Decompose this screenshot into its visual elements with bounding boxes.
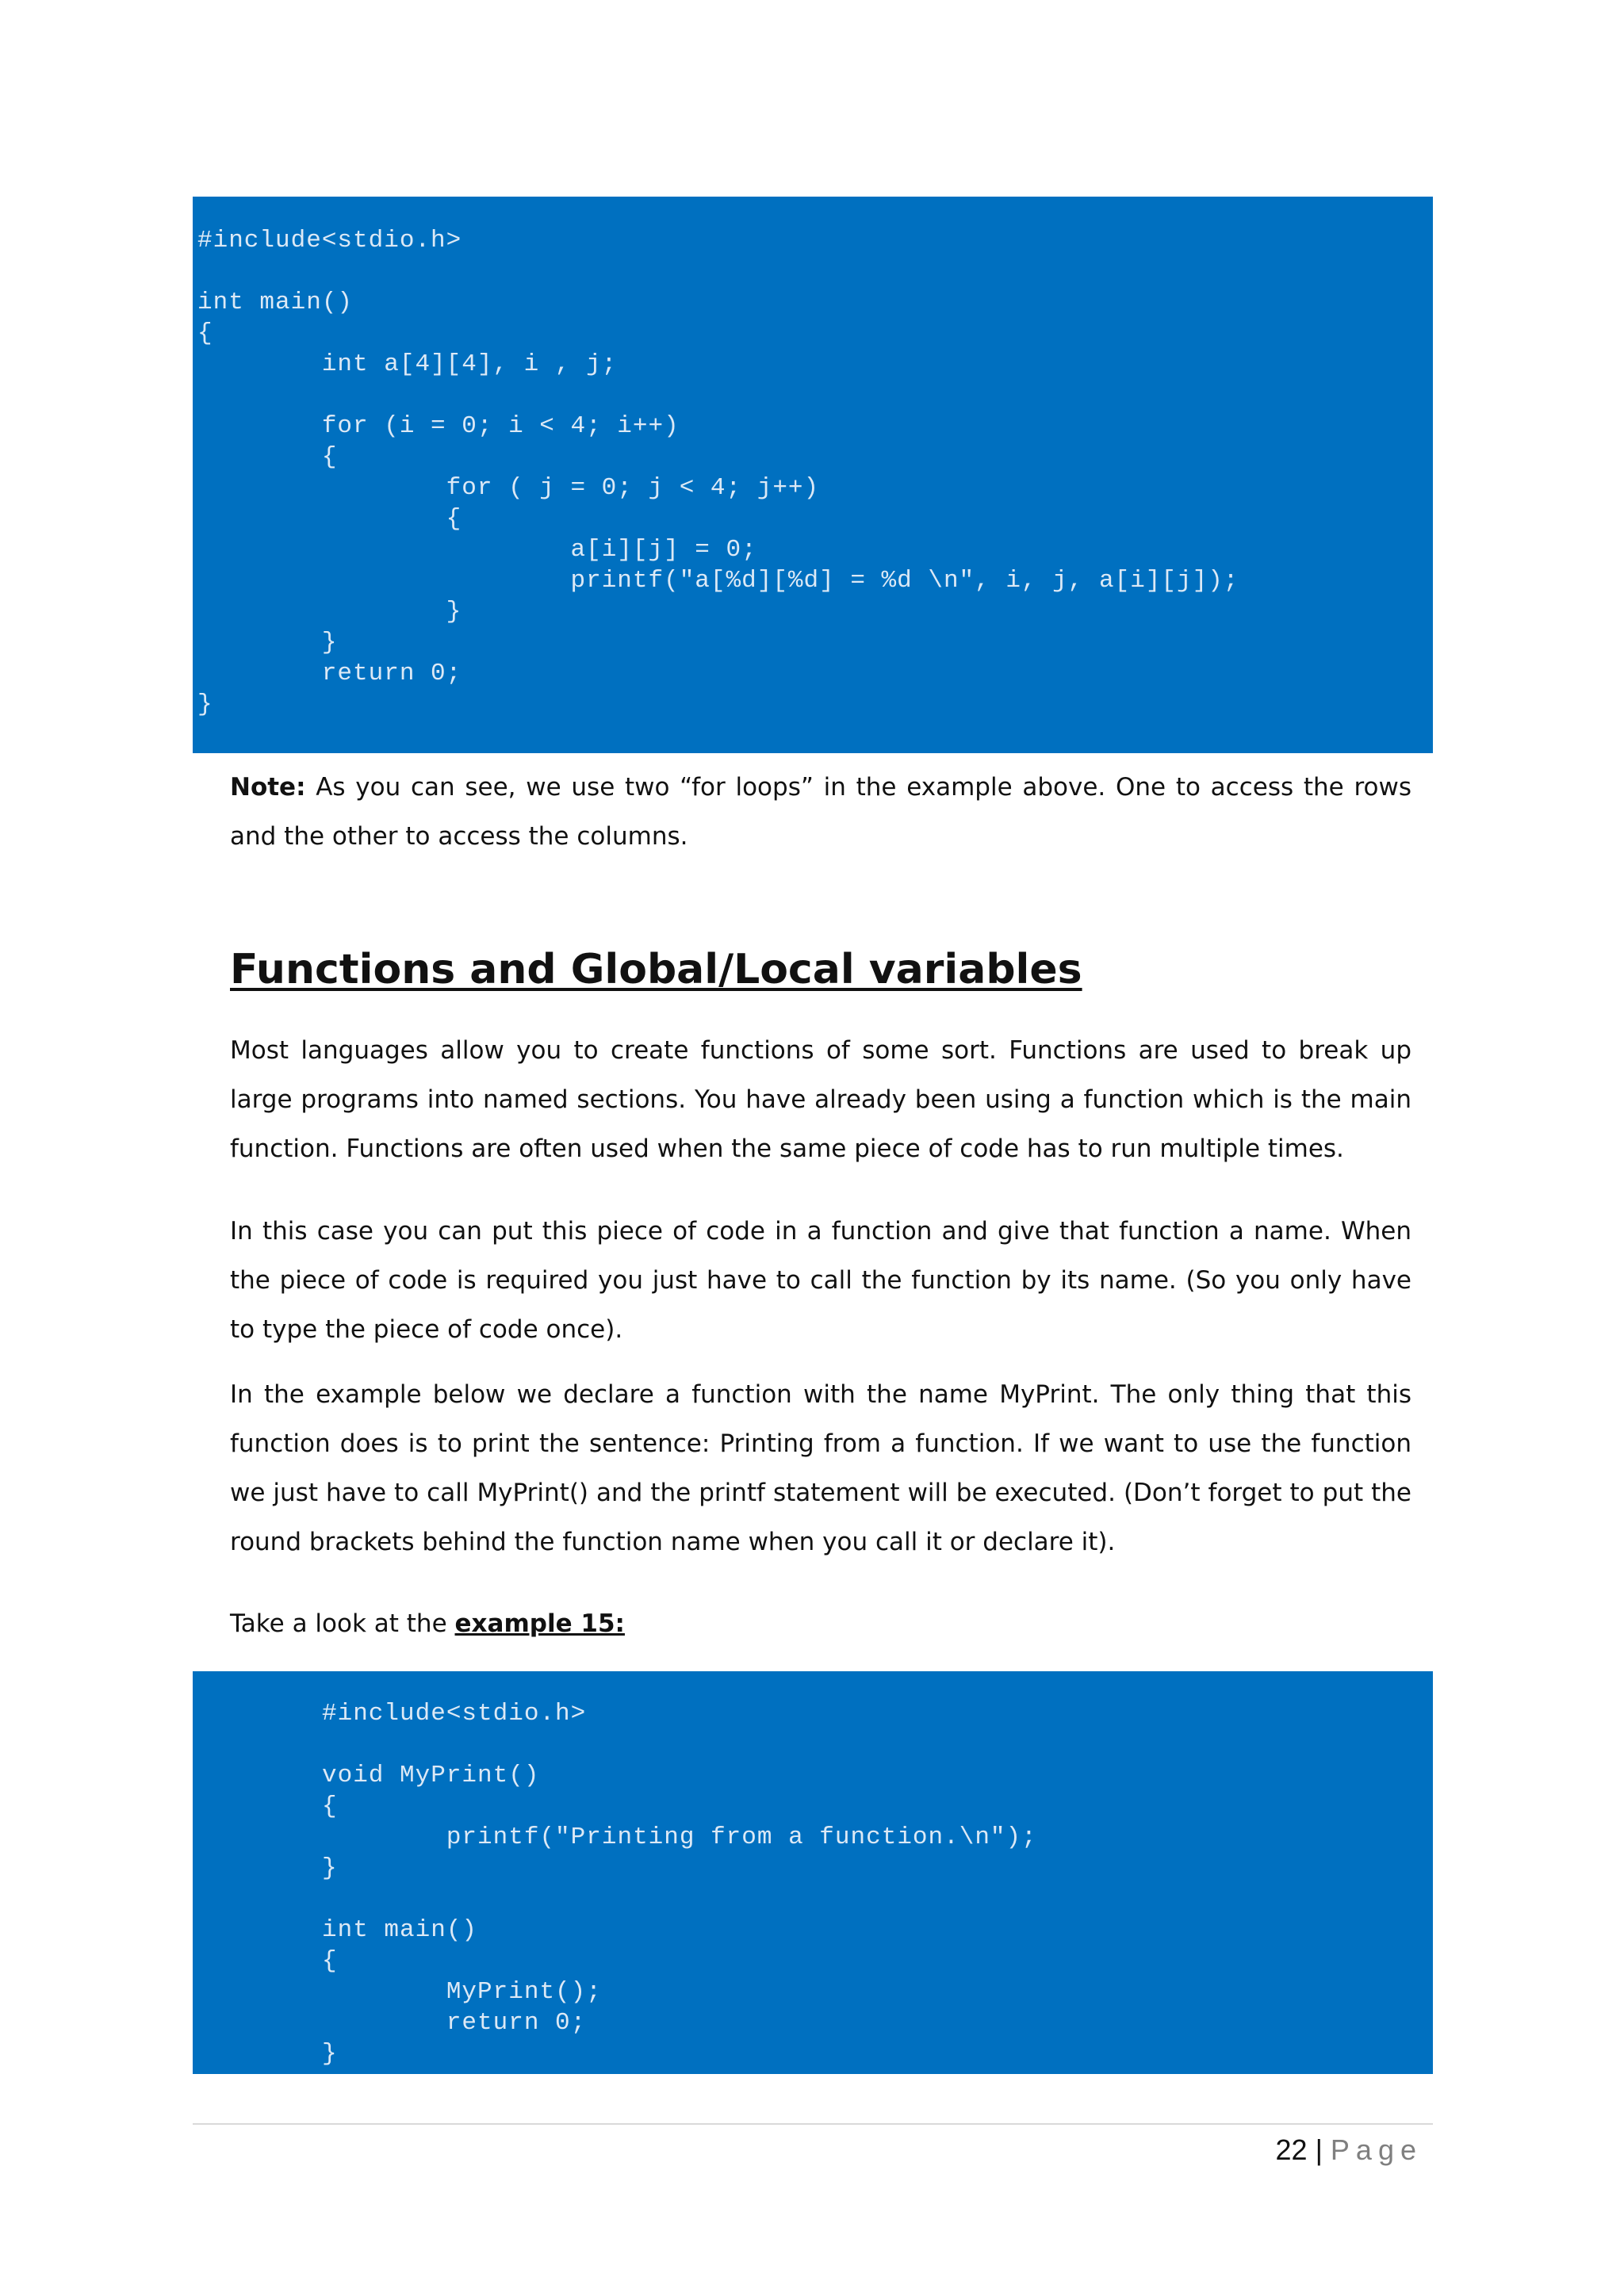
example-intro-text: Take a look at the <box>230 1609 455 1638</box>
page-footer <box>1276 2128 1423 2172</box>
footer-separator: | <box>1315 2133 1323 2166</box>
page-label: Page <box>1330 2133 1423 2166</box>
code-listing: #include<stdio.h> void MyPrint() { printf("Printing from a function.\n"); } int main() { MyPrint(); return 0; } <box>322 1700 1037 2068</box>
note-text: As you can see, we use two “for loops” in the example above. One to access the rows and the other to access the columns. <box>230 773 1411 851</box>
body-paragraph: In this case you can put this piece of code in a function and give that function a name. When the piece of code is required you just have to call the function by its name. (So you only have to type the piece of code once). <box>230 1217 1411 1344</box>
code-listing: #include<stdio.h> int main() { int a[4][4], i , j; for (i = 0; i < 4; i++) { for ( j = 0; j < 4; j++) { a[i][j] = 0; printf("a[%d][%d] = %d \n", i, j, a[i][j]); } } return 0; } <box>197 227 1239 718</box>
note-paragraph <box>230 763 1411 861</box>
body-paragraph: In the example below we declare a function with the name MyPrint. The only thing that this function does is to print the sentence: Printing from a function. If we want to use the function we just have to call MyPrint() and the printf statement will be executed. (Don’t forget to put the round brackets behind the function name when you call it or declare it). <box>230 1380 1411 1556</box>
page-number: 22 <box>1275 2133 1308 2166</box>
note-label: Note: <box>230 773 306 802</box>
footer-divider <box>193 2123 1433 2125</box>
body-paragraph: Most languages allow you to create functions of some sort. Functions are used to break up large programs into named sections. You have already been using a function which is the main function. Functions are often used when the same piece of code has to run multiple times. <box>230 1036 1411 1163</box>
example-reference: example 15: <box>454 1609 625 1638</box>
example-intro-paragraph <box>230 1599 1411 1648</box>
code-block-2d-array <box>193 197 1433 753</box>
code-block-example-15 <box>193 1671 1433 2074</box>
section-heading: Functions and Global/Local variables <box>230 946 1082 993</box>
